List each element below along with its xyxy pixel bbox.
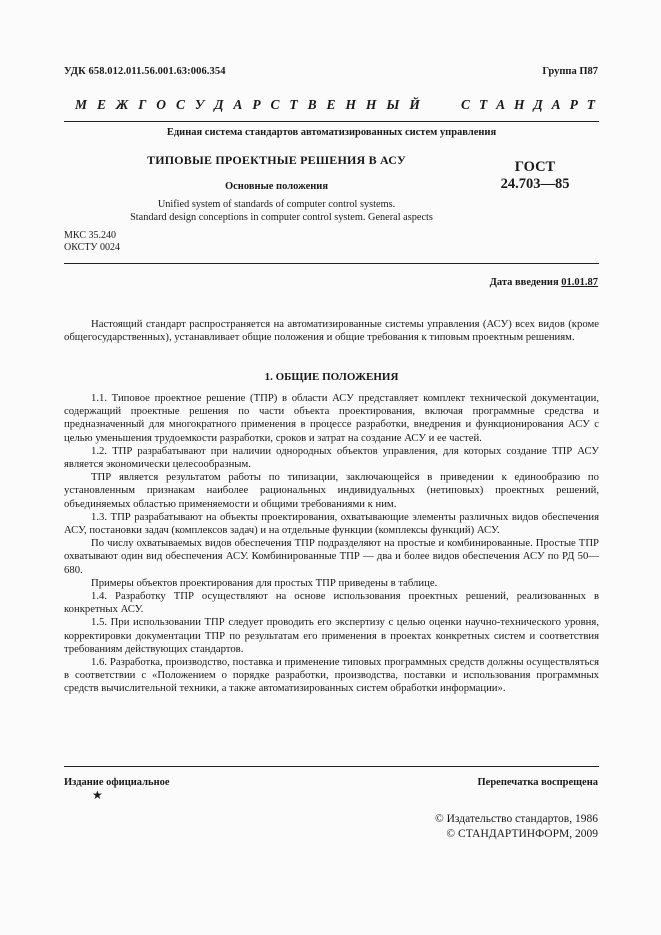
paragraph-1-6: 1.6. Разработка, производство, поставка и применение типовых программных средств должны осуществляться в соответствии с «Положением о порядке разработки, производства, поставки и использования программных средств вычислительной техники, а также автоматизированных систем обработки информации». — [64, 656, 599, 695]
paragraph-1-3-cont: По числу охватываемых видов обеспечения ТПР подразделяют на простые и комбинированные. Простые ТПР охватывают один вид обеспечения АСУ. Комбинированные ТПР — два и более видов обеспечения АСУ по РД 50—680. — [64, 537, 599, 576]
okstu-code: ОКСТУ 0024 — [64, 242, 121, 253]
mks-code: МКС 35.240 — [64, 230, 116, 241]
paragraph-1-4: 1.4. Разработку ТПР осуществляют на основе использования проектных решений, реализованных в конкретных АСУ. — [64, 590, 599, 616]
effective-date-label: Дата введения — [489, 277, 559, 288]
section-heading: 1. ОБЩИЕ ПОЛОЖЕНИЯ — [264, 371, 399, 383]
section-body — [64, 392, 599, 696]
intro-text: Настоящий стандарт распространяется на автоматизированные системы управления (АСУ) всех видов (кроме общегосударственных), устанавливает общие положения и общие требования к типовым проектным решениям. — [64, 318, 599, 344]
gost-number-block — [490, 159, 580, 193]
paragraph-1-3: 1.3. ТПР разрабатывают на объекты проектирования, охватывающие элементы различных видов обеспечения АСУ, постановки задач (комплексов задач) и на отдельные функции (комплексы функций) АСУ. — [64, 510, 599, 537]
star-icon: ★ — [92, 788, 103, 802]
standards-system-line: Единая система стандартов автоматизированных систем управления — [166, 127, 497, 138]
effective-date — [490, 277, 598, 288]
copyright-1986: © Издательство стандартов, 1986 — [434, 813, 598, 825]
gost-label: ГОСТ — [514, 159, 556, 175]
paragraph-1-1: 1.1. Типовое проектное решение (ТПР) в области АСУ представляет комплект технической документации, содержащий проектные решения по части объекта проектирования, включая программные средства и предназначенный для многократного применения в процессе разработки, внедрения и функционирования АСУ с целью уменьшения трудоемкости разработки, сроков и затрат на создание АСУ и ее частей. — [64, 392, 599, 444]
classification-codes — [64, 230, 120, 254]
document-title: ТИПОВЫЕ ПРОЕКТНЫЕ РЕШЕНИЯ В АСУ — [147, 153, 406, 167]
intro-paragraph — [64, 318, 599, 344]
official-edition: Издание официальное — [64, 777, 170, 788]
title-rule — [64, 263, 599, 264]
paragraph-1-2-cont: ТПР является результатом работы по типизации, заключающейся в приведении к единообразию по установленным признакам наиболее рациональных индивидуальных (нетиповых) проектных решений, объединяемых областью применяемости и общими требованиями к ним. — [64, 471, 599, 510]
footer-rule — [64, 766, 599, 767]
english-title-line-2: Standard design conceptions in computer control system. General aspects — [130, 212, 433, 223]
header-rule — [64, 121, 599, 122]
paragraph-1-3-examples: Примеры объектов проектирования для простых ТПР приведены в таблице. — [91, 576, 438, 589]
group-code: Группа П87 — [542, 66, 598, 77]
gost-number: 24.703—85 — [500, 176, 570, 192]
reprint-prohibited: Перепечатка воспрещена — [477, 777, 598, 788]
standard-banner — [75, 97, 595, 113]
effective-date-value: 01.01.87 — [561, 277, 598, 288]
copyright-2009: © СТАНДАРТИНФОРМ, 2009 — [446, 827, 598, 840]
copyright-block — [435, 812, 598, 841]
banner-word-interstate: М Е Ж Г О С У Д А Р С Т В Е Н Н Ы Й — [75, 97, 420, 112]
banner-word-standard: С Т А Н Д А Р Т — [461, 97, 595, 112]
paragraph-1-2: 1.2. ТПР разрабатывают при наличии однородных объектов управления, для которых создание ТПР АСУ является экономически целесообразным. — [64, 444, 599, 471]
document-subtitle: Основные положения — [224, 181, 329, 192]
english-title-line-1: Unified system of standards of computer control systems. — [157, 199, 396, 210]
udk-code: УДК 658.012.011.56.001.63:006.354 — [64, 66, 226, 77]
paragraph-1-5: 1.5. При использовании ТПР следует проводить его экспертизу с целью оценки научно-технического уровня, корректировки документации ТПР по результатам его применения в проектах конкретных систем и соответствия требованиям действующих стандартов. — [64, 616, 599, 655]
